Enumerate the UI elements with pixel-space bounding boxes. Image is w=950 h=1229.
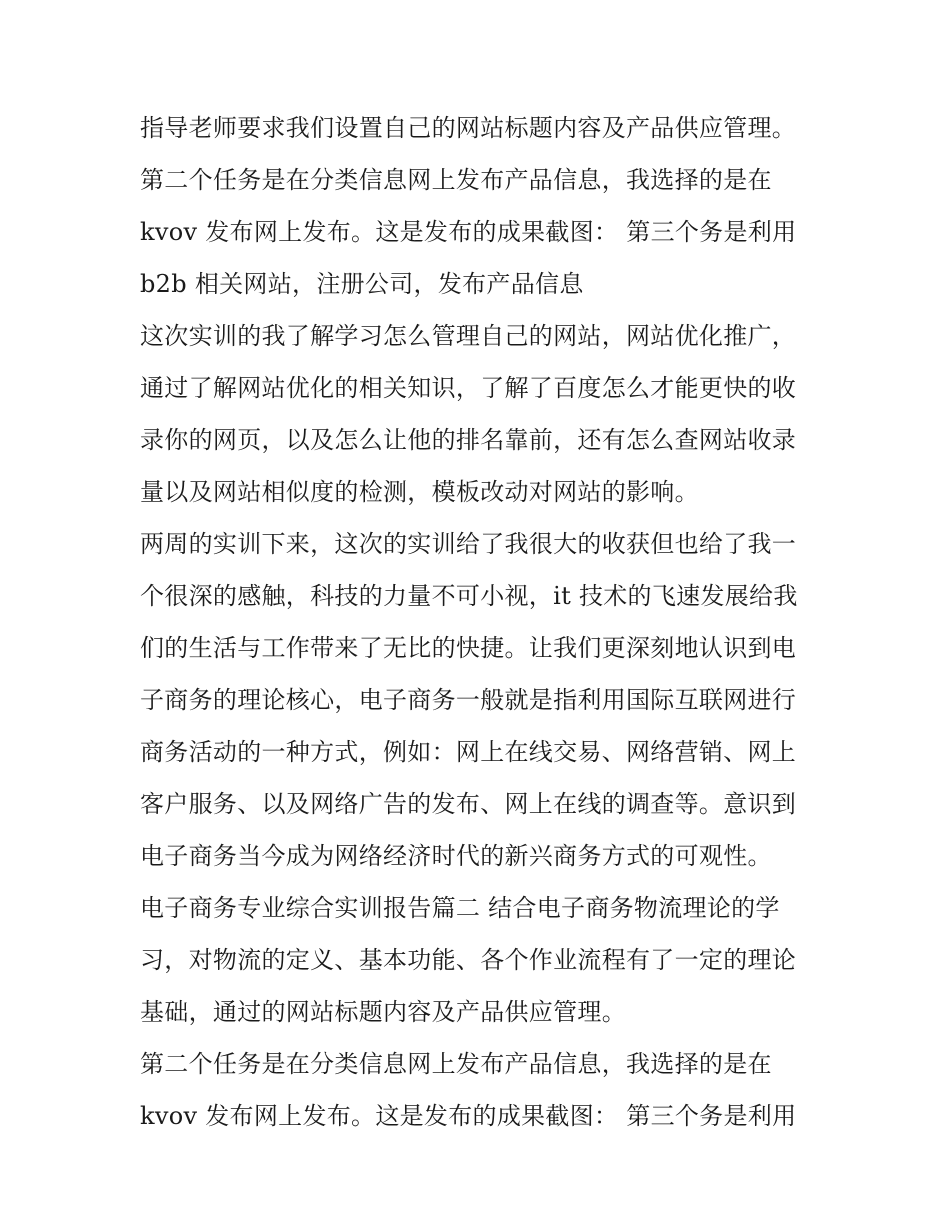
text-line: 这次实训的我了解学习怎么管理自己的网站，网站优化推广，	[140, 322, 797, 350]
text-line: 指导老师要求我们设置自己的网站标题内容及产品供应管理。	[140, 114, 797, 142]
text-line: 电子商务专业综合实训报告篇二 结合电子商务物流理论的学	[140, 894, 780, 922]
text-line: 第二个任务是在分类信息网上发布产品信息，我选择的是在	[140, 1050, 772, 1078]
text-line: 量以及网站相似度的检测，模板改动对网站的影响。	[140, 478, 699, 506]
text-line: 子商务的理论核心，电子商务一般就是指利用国际互联网进行	[140, 686, 797, 714]
text-line: 录你的网页，以及怎么让他的排名靠前，还有怎么查网站收录	[140, 426, 797, 454]
text-line: kvov 发布网上发布。这是发布的成果截图： 第三个务是利用	[140, 1102, 797, 1130]
document-body	[140, 102, 820, 1142]
text-line: 通过了解网站优化的相关知识，了解了百度怎么才能更快的收	[140, 374, 797, 402]
text-line: 两周的实训下来，这次的实训给了我很大的收获但也给了我一	[140, 530, 797, 558]
text-line: 电子商务当今成为网络经济时代的新兴商务方式的可观性。	[140, 842, 772, 870]
text-line: 商务活动的一种方式，例如：网上在线交易、网络营销、网上	[140, 738, 797, 766]
text-line: 个很深的感触，科技的力量不可小视，it 技术的飞速发展给我	[140, 582, 798, 610]
text-line: kvov 发布网上发布。这是发布的成果截图： 第三个务是利用	[140, 218, 797, 246]
text-line: b2b 相关网站，注册公司，发布产品信息	[140, 270, 584, 298]
text-line: 基础，通过的网站标题内容及产品供应管理。	[140, 998, 626, 1026]
text-line: 习，对物流的定义、基本功能、各个作业流程有了一定的理论	[140, 946, 797, 974]
text-line: 客户服务、以及网络广告的发布、网上在线的调查等。意识到	[140, 790, 797, 818]
text-line: 们的生活与工作带来了无比的快捷。让我们更深刻地认识到电	[140, 634, 797, 662]
text-line: 第二个任务是在分类信息网上发布产品信息，我选择的是在	[140, 166, 772, 194]
